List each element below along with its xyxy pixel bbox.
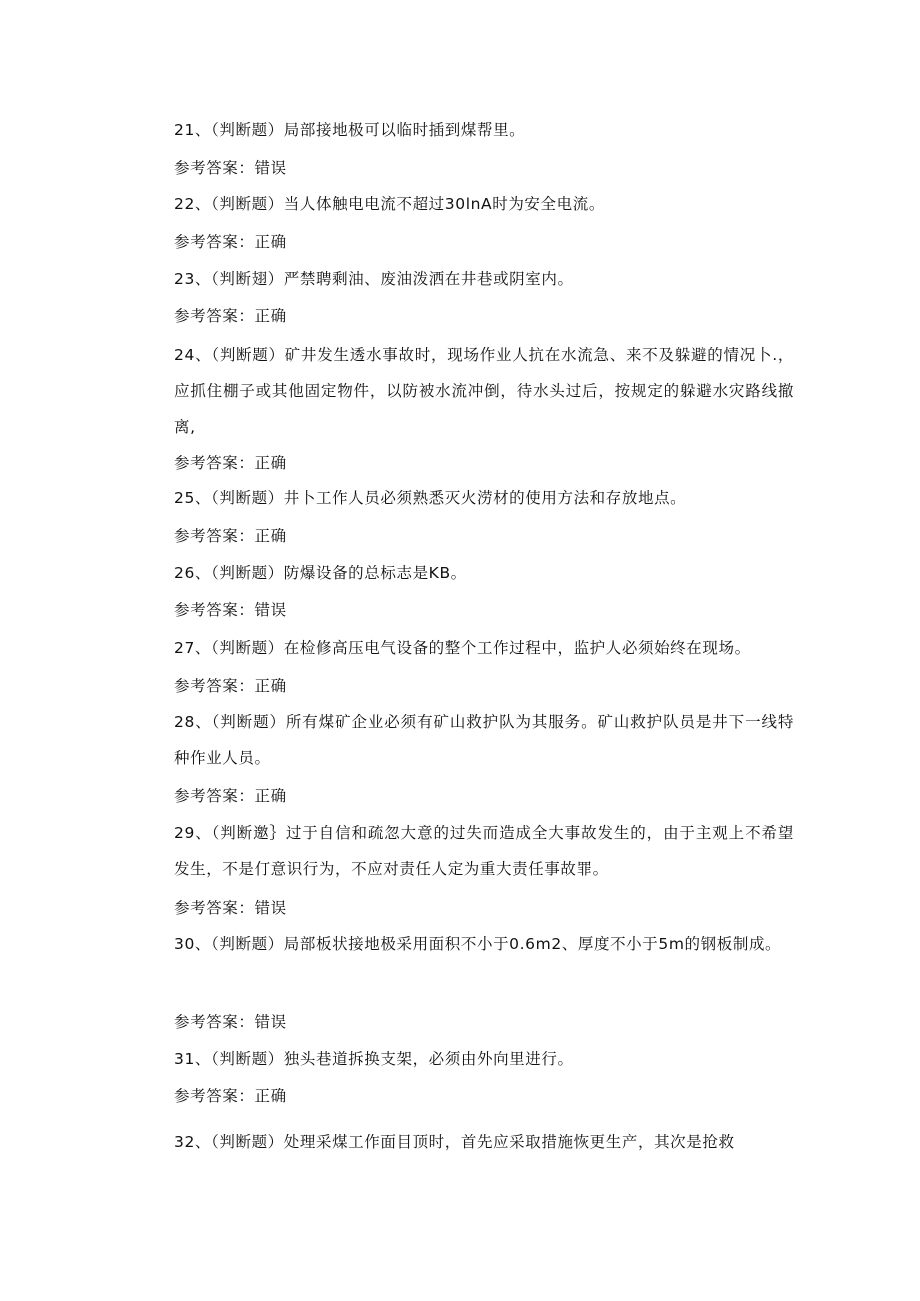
question-30 [174, 926, 794, 962]
question-27 [174, 630, 794, 666]
answer-text: 参考答案：错误 [174, 601, 287, 619]
question-text: 25、（判断题）井卜工作人员必须熟悉灭火涝材的使用方法和存放地点。 [174, 489, 687, 507]
question-text: 23、（判断翅）严禁聘剩油、废油泼洒在井巷或阴室内。 [174, 270, 574, 288]
answer-text: 参考答案：正确 [174, 1087, 287, 1105]
answer-text: 参考答案：正确 [174, 307, 287, 325]
question-31 [174, 1041, 794, 1077]
answer-26 [174, 600, 794, 620]
answer-text: 参考答案：错误 [174, 159, 287, 177]
question-text: 28、（判断题）所有煤矿企业必须有矿山救护队为其服务。矿山救护队员是井下一线特种作业人员。 [174, 713, 794, 767]
question-22 [174, 186, 794, 222]
question-text: 22、（判断题）当人体触电电流不超过30lnA时为安全电流。 [174, 195, 605, 213]
question-text: 27、（判断题）在检修高压电气设备的整个工作过程中，监护人必须始终在现场。 [174, 639, 751, 657]
answer-22 [174, 232, 794, 252]
answer-text: 参考答案：正确 [174, 233, 287, 251]
answer-24 [174, 453, 794, 473]
question-23 [174, 261, 794, 297]
answer-text: 参考答案：正确 [174, 787, 287, 805]
question-text: 29、（判断邀｝过于自信和疏忽大意的过失而造成全大事故发生的，由于主观上不希望发生，不是仃意识行为，不应对责任人定为重大责任事故罪。 [174, 824, 794, 878]
question-25 [174, 480, 794, 516]
question-32 [174, 1124, 794, 1160]
answer-21 [174, 158, 794, 178]
question-28 [174, 704, 794, 776]
question-text: 32、（判断题）处理采煤工作面目顶时，首先应采取措施恢更生产，其次是抢救 [174, 1133, 735, 1151]
question-text: 30、（判断题）局部板状接地极采用面积不小于0.6m2、厚度不小于5m的钢板制成。 [174, 935, 782, 953]
question-text: 26、（判断题）防爆设备的总标志是KB。 [174, 564, 467, 582]
question-text: 21、（判断题）局部接地极可以临时插到煤帮里。 [174, 121, 526, 139]
answer-27 [174, 676, 794, 696]
question-text: 31、（判断题）独头巷道拆换支架，必须由外向里进行。 [174, 1050, 574, 1068]
answer-29 [174, 898, 794, 918]
answer-23 [174, 306, 794, 326]
answer-30 [174, 1012, 794, 1032]
question-29 [174, 815, 794, 887]
answer-text: 参考答案：正确 [174, 677, 287, 695]
answer-text: 参考答案：错误 [174, 899, 287, 917]
answer-25 [174, 526, 794, 546]
question-21 [174, 112, 794, 148]
answer-text: 参考答案：正确 [174, 527, 287, 545]
answer-28 [174, 786, 794, 806]
answer-text: 参考答案：错误 [174, 1013, 287, 1031]
question-24 [174, 337, 794, 445]
question-text: 24、（判断题）矿井发生透水事故时，现场作业人抗在水流急、来不及躲避的情况卜.，应抓住棚子或其他固定物件，以防被水流冲倒，待水头过后，按规定的躲避水灾路线撤离, [174, 346, 794, 436]
answer-31 [174, 1086, 794, 1106]
question-26 [174, 555, 794, 591]
answer-text: 参考答案：正确 [174, 454, 287, 472]
